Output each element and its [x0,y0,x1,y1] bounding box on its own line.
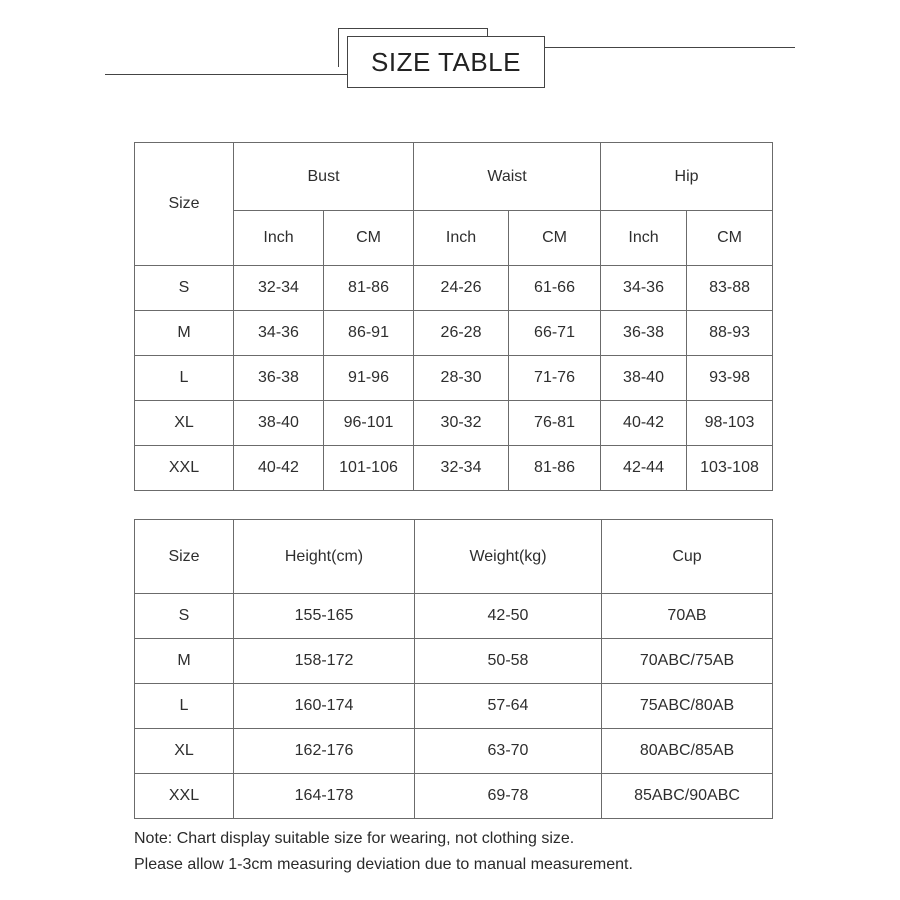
table-cell: 26-28 [414,311,509,356]
table-cell: 42-44 [601,446,687,491]
note-line: Note: Chart display suitable size for wearing, not clothing size. [134,830,575,847]
unit-header: Inch [601,211,687,266]
table-cell: 160-174 [234,684,415,729]
table-cell: 69-78 [415,774,602,819]
table-cell: 42-50 [415,594,602,639]
table-row [135,729,773,774]
unit-header: Inch [414,211,509,266]
table-cell: 40-42 [601,401,687,446]
table-row [135,594,773,639]
table-cell: 61-66 [509,266,601,311]
size-label-cell: S [135,594,234,639]
table-cell: 57-64 [415,684,602,729]
bust-header: Bust [234,143,414,211]
table-row [135,446,773,491]
table-cell: 93-98 [687,356,773,401]
table-cell: 36-38 [234,356,324,401]
unit-header: CM [509,211,601,266]
size-label-cell: XL [135,729,234,774]
table-cell: 40-42 [234,446,324,491]
weight-header: Weight(kg) [415,520,602,594]
table-cell: 83-88 [687,266,773,311]
unit-header: CM [324,211,414,266]
table-cell: 36-38 [601,311,687,356]
table-header-row [135,520,773,594]
table-cell: 32-34 [414,446,509,491]
table-cell: 24-26 [414,266,509,311]
table-row [135,311,773,356]
table-cell: 66-71 [509,311,601,356]
size-label-cell: L [135,356,234,401]
hip-header: Hip [601,143,773,211]
table-cell: 98-103 [687,401,773,446]
height-header: Height(cm) [234,520,415,594]
size-header: Size [135,520,234,594]
table-row [135,266,773,311]
unit-header: CM [687,211,773,266]
size-label-cell: S [135,266,234,311]
table-cell: 63-70 [415,729,602,774]
table-cell: 80ABC/85AB [602,729,773,774]
table-row [135,356,773,401]
title-banner [0,0,900,110]
size-label-cell: XL [135,401,234,446]
note-line: Please allow 1-3cm measuring deviation due to manual measurement. [134,856,633,873]
size-label-cell: XXL [135,774,234,819]
table-cell: 164-178 [234,774,415,819]
table-cell: 70AB [602,594,773,639]
table-cell: 91-96 [324,356,414,401]
title-rule-left [105,74,348,75]
table-row [135,639,773,684]
size-label-cell: XXL [135,446,234,491]
table-cell: 50-58 [415,639,602,684]
size-label-cell: L [135,684,234,729]
table-cell: 28-30 [414,356,509,401]
table-cell: 155-165 [234,594,415,639]
title-rule-right [520,47,795,48]
table-cell: 34-36 [601,266,687,311]
table-cell: 81-86 [509,446,601,491]
table-cell: 101-106 [324,446,414,491]
cup-header: Cup [602,520,773,594]
table-cell: 162-176 [234,729,415,774]
table-cell: 75ABC/80AB [602,684,773,729]
table-cell: 158-172 [234,639,415,684]
table-cell: 32-34 [234,266,324,311]
table-row [135,684,773,729]
table-cell: 86-91 [324,311,414,356]
waist-header: Waist [414,143,601,211]
table-cell: 81-86 [324,266,414,311]
table-header-row [135,143,773,211]
size-label-cell: M [135,311,234,356]
table-cell: 88-93 [687,311,773,356]
table-cell: 76-81 [509,401,601,446]
note-block [134,826,834,878]
table-cell: 38-40 [601,356,687,401]
table-row [135,774,773,819]
table-cell: 85ABC/90ABC [602,774,773,819]
size-header: Size [135,143,234,266]
table-cell: 71-76 [509,356,601,401]
table-cell: 30-32 [414,401,509,446]
table-row [135,401,773,446]
unit-header: Inch [234,211,324,266]
table-cell: 70ABC/75AB [602,639,773,684]
table-cell: 103-108 [687,446,773,491]
table-cell: 96-101 [324,401,414,446]
size-label-cell: M [135,639,234,684]
page-title: SIZE TABLE [371,46,521,77]
table-cell: 34-36 [234,311,324,356]
measurements-table [134,142,773,491]
table-cell: 38-40 [234,401,324,446]
fit-table [134,519,773,819]
